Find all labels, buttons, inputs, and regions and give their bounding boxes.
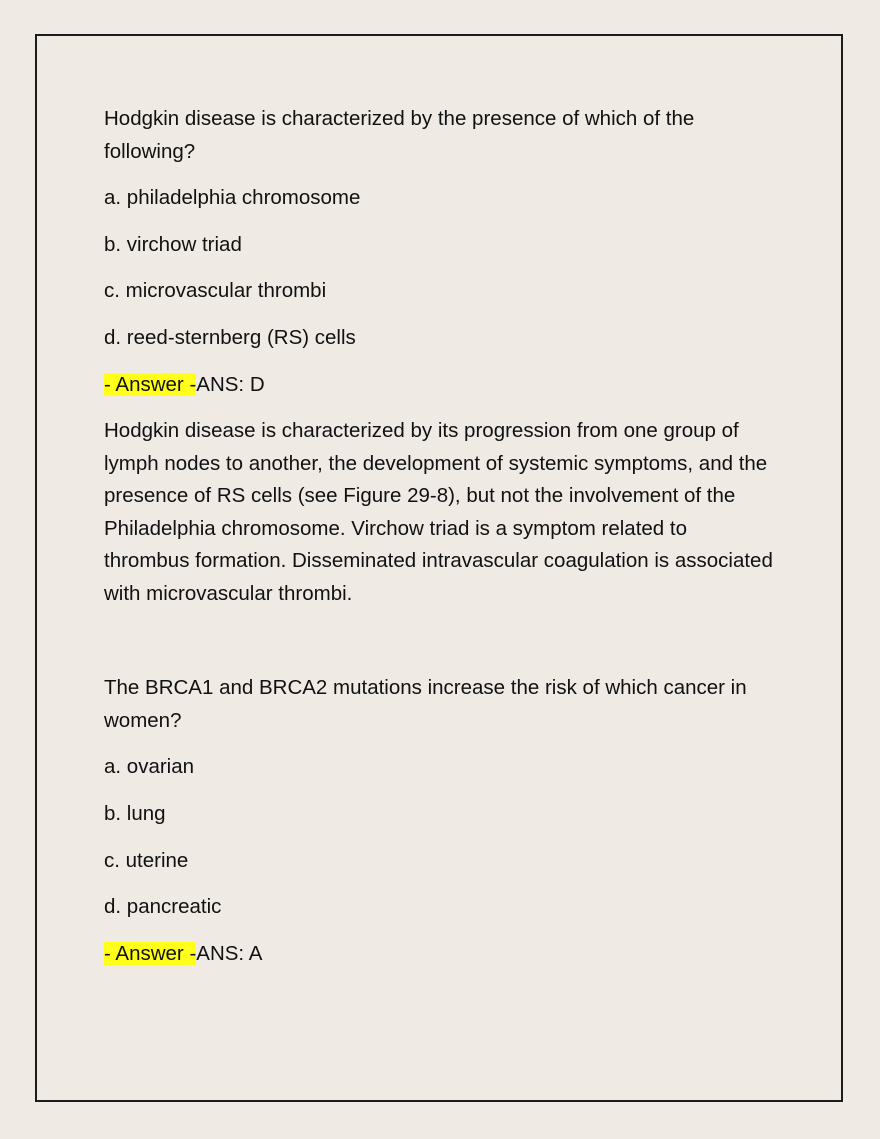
- answer-marker: - Answer -: [104, 372, 197, 396]
- question-text: The BRCA1 and BRCA2 mutations increase the risk of which cancer in women?: [104, 676, 747, 732]
- answer-text: ANS: A: [196, 942, 263, 965]
- option-a: a. philadelphia chromosome: [104, 186, 361, 209]
- option-c: c. uterine: [104, 848, 189, 872]
- answer-line: [104, 938, 774, 971]
- answer-marker: - Answer -: [104, 942, 197, 965]
- option-b: b. lung: [104, 801, 166, 825]
- option-d: d. reed-sternberg (RS) cells: [104, 326, 356, 350]
- question-text: Hodgkin disease is characterized by the presence of which of the following?: [104, 107, 695, 163]
- answer-text: ANS: D: [196, 372, 265, 396]
- option-b: b. virchow triad: [104, 232, 242, 256]
- question-block-1: [104, 103, 774, 610]
- answer-line: [104, 369, 774, 402]
- option-a: a. ovarian: [104, 755, 195, 779]
- question-block-2: [104, 672, 774, 970]
- explanation-text: Hodgkin disease is characterized by its progression from one group of lymph nodes to another, the development of systemic symptoms, and the presence of RS cells (see Figure 29-8), but not the involvement of the Philadelphia chromosome. Virchow triad is a symptom related to thrombus formation. Disseminated intravascular coagulation is associated with microvascular thrombi.: [104, 419, 773, 605]
- option-c: c. microvascular thrombi: [104, 279, 327, 303]
- option-d: d. pancreatic: [104, 895, 222, 919]
- document-content: [104, 103, 774, 985]
